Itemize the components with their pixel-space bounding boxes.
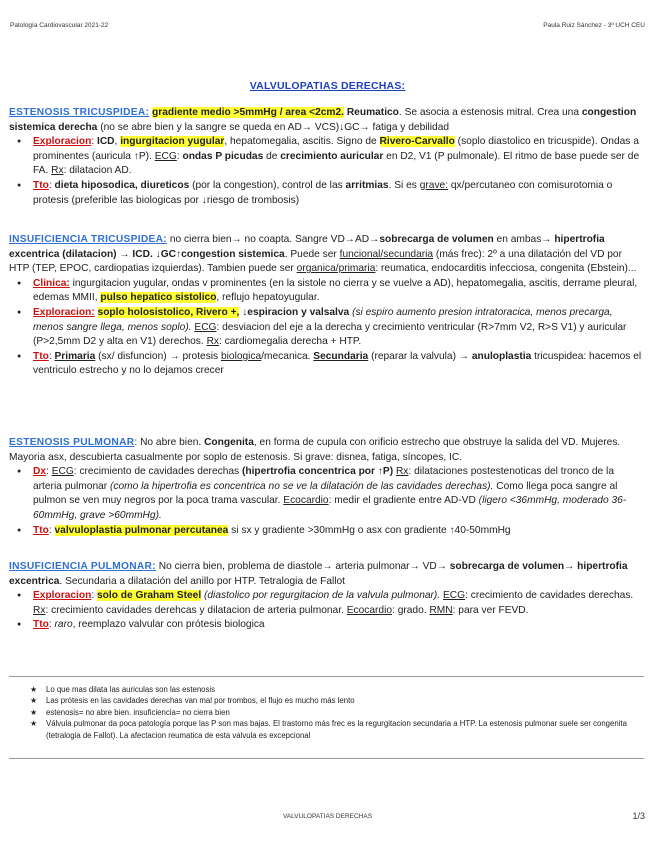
list-item: [24, 350, 643, 379]
subsection-label: Exploracion: [33, 136, 92, 148]
header-right: Paula Ruiz Sánchez - 3º UCH CEU: [543, 22, 645, 29]
body-text: . Si es: [388, 179, 420, 191]
list-item: [24, 277, 643, 306]
body-text: (sx/ disfuncion) → protesis: [95, 350, 221, 362]
underline-text: ECG: [194, 321, 217, 333]
section-estenosis-pulmonar: [9, 436, 643, 538]
list-item: [24, 618, 643, 633]
underline-text: ECG: [154, 150, 177, 162]
underline-text: ECG: [442, 590, 466, 602]
body-text: : crecimiento de cavidades derechas.: [465, 590, 634, 602]
section-estenosis-tricuspidea: [9, 106, 643, 208]
body-text: : crecimiento de cavidades derechas: [73, 466, 242, 478]
body-text: . Secundaria a dilatación del anillo por HTP. Tetralogia de Fallot: [59, 575, 346, 587]
body-text: : para ver FEVD.: [452, 604, 529, 616]
bold-text: ICD: [96, 136, 115, 148]
body-text: no cierra bien→ no coapta. Sangre VD→AD→: [166, 234, 380, 245]
body-text: : cardiomegalia derecha + HTP.: [219, 336, 362, 348]
list-item: [24, 465, 643, 523]
highlight-text: soplo holosistolico, Rivero +,: [97, 306, 240, 318]
italic-text: (si espiro aumento presion intratoracica, menos precarga, menos sangre llega, menos soplo).: [33, 306, 613, 333]
bold-text: ondas P picudas: [182, 150, 264, 162]
section-label: ESTENOSIS PULMONAR: [9, 437, 135, 448]
note-item: ★ estenosis= no abre bien. insuficiencia= no cierra bien: [30, 707, 642, 718]
body-text: . Se asocia a estenosis mitral. Crea una: [398, 107, 582, 118]
italic-text: (diastolico por regurgitacion de la valvula pulmonar).: [201, 590, 441, 602]
divider: [9, 758, 644, 759]
list-item: [24, 589, 643, 618]
body-text: : dilatacion AD.: [63, 165, 132, 177]
body-text: No cierra bien, problema de diastole→ arteria pulmonar→ VD→: [155, 561, 450, 572]
highlight-text: valvuloplastia pulmonar percutanea: [54, 524, 229, 536]
body-text: , hepatomegalia, ascitis. Signo de: [224, 136, 380, 148]
subsection-label: Tto: [33, 350, 49, 362]
subsection-label: Exploracion: [33, 590, 92, 602]
body-text: :: [48, 350, 55, 362]
underline-text: RMN: [429, 604, 453, 616]
subsection-label: Tto: [33, 179, 49, 191]
page-number: 1/3: [632, 811, 645, 821]
underline-text: Rx: [395, 466, 409, 478]
section-intro: [9, 106, 643, 135]
section-label: ESTENOSIS TRICUSPIDEA:: [9, 107, 150, 118]
body-text: tricuspidea: hacemos el ventriculo estrecho y no lo dejamos crecer: [33, 350, 642, 377]
body-text: (reparar la valvula) →: [368, 350, 472, 362]
bold-text: crecimiento auricular: [280, 150, 384, 162]
body-text: : No abre bien.: [134, 437, 205, 448]
bold-text: hipertrofia excentrica (dilatacion) → ICD. ↓GC↑congestion sistemica: [9, 234, 605, 260]
subsection-label: Clinica:: [33, 277, 70, 289]
underline-text: Ecocardio: [346, 604, 393, 616]
bullet-list: [9, 465, 643, 538]
underline-text: Rx: [33, 604, 46, 616]
body-text: : grado.: [392, 604, 430, 616]
body-text: ingurgitacion yugular, ondas v prominentes (en la sistole no cierra y se vuelve a AD), hepatomegalia, ascitis, derrame pleural, edemas MMII,: [33, 277, 638, 304]
subsection-label: Tto: [33, 524, 49, 536]
page-title: VALVULOPATIAS DERECHAS:: [249, 80, 406, 92]
section-label: INSUFICIENCIA PULMONAR:: [9, 561, 156, 572]
body-text: , reflujo hepatoyugular.: [216, 292, 320, 304]
body-text: :: [46, 466, 52, 478]
list-item: ● Tto: dieta hiposodica, diureticos (por la congestion), control de las arritmias. Si es grave: qx/percutaneo con comisurotomia o protesis (preferible las biologicas por ↓riesgo de trombosis): [24, 179, 643, 208]
highlight-text: solo de Graham Steel: [96, 590, 202, 602]
bold-text: Congenita: [204, 437, 254, 448]
body-text: , reemplazo valvular con prótesis biologica: [72, 619, 265, 631]
underline-text: Rx: [51, 165, 64, 177]
bold-text: ↓espiracion y valsalva: [239, 306, 350, 318]
body-text: /mecanica.: [261, 350, 314, 362]
bold-text: (hipertrofia concentrica por ↑P): [241, 466, 394, 478]
highlight-text: Rivero-Carvallo: [379, 136, 455, 148]
list-item: [24, 524, 643, 539]
bold-text: Primaria: [54, 350, 96, 362]
highlight-text: ingurgitacion yugular: [120, 136, 225, 148]
section-intro: [9, 436, 643, 465]
body-text: qx/percutaneo con comisurotomia o protesis (preferible las biologicas por ↓riesgo de trombosis): [33, 179, 613, 206]
bold-text: Reumatico: [346, 107, 399, 118]
bold-text: sobrecarga de volumen→ hipertrofia excentrica: [9, 561, 628, 587]
footer-title: VALVULOPATIAS DERECHAS: [282, 813, 373, 820]
body-text: , en forma de cupula con orificio estrecho que obstruye la salida del VD. Mujeres. Mayoria asx, descubierta casualmente por soplo de estenosis. Si grave: disnea, fatiga, síncopes, IC.: [9, 437, 621, 463]
underline-text: Rx: [206, 336, 220, 348]
note-item: ★ Válvula pulmonar da poca patología porque las P son mas bajas. El trastorno más frec es la regurgitacion secundaria a HTP. La estenosis pulmonar suele ser congenita (tetralogia de Fallot). La afectacion reumatica de esta valvula es excepcional: [30, 718, 642, 741]
section-intro: [9, 233, 643, 277]
subsection-label: Tto: [33, 619, 49, 631]
body-text: : crecimiento cavidades derehcas y dilatacion de arteria pulmonar.: [45, 604, 347, 616]
italic-text: (ligero <36mmHg, moderado 36-60mmHg, grave >60mmHg).: [33, 495, 627, 521]
italic-text: (como la hipertrofia es concentrica no se ve la dilatación de las cavidades derechas).: [110, 480, 494, 492]
body-text: : medir el gradiente entre AD-VD: [328, 495, 479, 507]
body-text: : desviacion del eje a la derecha y crecimiento ventricular (R>7mm V2, R>S V1) y auricular (P>2,5mm D2 y alta en V1) derechos.: [33, 321, 627, 348]
bold-text: dieta hiposodica, diureticos: [54, 179, 190, 191]
underline-text: Ecocardio: [283, 495, 329, 507]
bold-text: anuloplastia: [471, 350, 532, 362]
section-label: INSUFICIENCIA TRICUSPIDEA:: [9, 234, 167, 245]
highlight-text: gradiente medio >5mmHg / area <2cm2.: [152, 107, 344, 118]
notes-list: [30, 684, 642, 741]
underline-text: funcional/secundaria: [339, 248, 434, 260]
body-text: en D2, V1 (P pulmonale). El ritmo de base puede ser de FA.: [33, 150, 640, 177]
body-text: :: [91, 590, 97, 602]
body-text: (más frec): 2º a una dilatación del VD por HTP (TEP, EPOC, cardiopatias izquierdas). Tambien puede ser: [9, 248, 622, 275]
bold-text: arritmias: [345, 179, 389, 191]
list-item: ● Exploracion: ICD, ingurgitacion yugular, hepatomegalia, ascitis. Signo de Rivero-Carvallo (soplo diastolico en tricuspide). Ondas a prominentes (auricula ↑P). ECG: ondas P picudas de crecimiento auricular en D2, V1 (P pulmonale). El ritmo de base puede ser de FA. Rx: dilatacion AD.: [24, 135, 643, 179]
body-text: :: [48, 524, 55, 536]
body-text: si sx y gradiente >30mmHg o asx con gradiente ↑40-50mmHg: [228, 524, 511, 536]
section-insuficiencia-tricuspidea: [9, 233, 643, 379]
underline-text: grave:: [419, 179, 449, 191]
subsection-label: Dx: [33, 466, 47, 478]
header-left: Patología Cardiovascular 2021-22: [10, 22, 109, 29]
body-text: :: [48, 619, 55, 631]
body-text: de: [263, 150, 281, 162]
italic-text: raro: [54, 619, 73, 631]
note-item: ★ Lo que mas dilata las auriculas son las estenosis: [30, 684, 642, 695]
underline-text: ECG: [51, 466, 74, 478]
section-insuficiencia-pulmonar: [9, 560, 643, 633]
body-text: en ambas→: [493, 234, 555, 245]
bullet-list: [9, 277, 643, 379]
bold-text: sobrecarga de volumen: [379, 234, 494, 245]
section-intro: [9, 560, 643, 589]
body-text: (por la congestion), control de las: [189, 179, 346, 191]
body-text: : dilataciones postestenoticas del tronco de la arteria pulmonar: [33, 466, 614, 492]
underline-text: organica/primaria: [296, 263, 376, 275]
bullet-list: [9, 589, 643, 633]
body-text: . Puede ser: [284, 248, 340, 260]
note-item: ★ Las prótesis en las cavidades derechas van mal por trombos, el flujo es mucho más lento: [30, 695, 642, 706]
body-text: (soplo diastolico en tricuspide). Ondas a prominentes (auricula ↑P).: [33, 136, 639, 162]
body-text: : reumatica, endocarditis infecciosa, congenita (Ebstein)...: [375, 263, 637, 275]
body-text: Como llega poca sangre al pulmon se ven muy negros por la poca trama vascular.: [33, 480, 618, 507]
underline-text: biologica: [220, 350, 262, 362]
subsection-label: Exploracion:: [33, 306, 95, 318]
bullet-list: [9, 135, 643, 208]
bold-text: congestion sistemica derecha: [9, 107, 637, 133]
list-item: [24, 306, 643, 350]
body-text: (no se abre bien y la sangre se queda en AD→ VCS)↓GC→ fatiga y debilidad: [97, 121, 450, 133]
divider: [9, 676, 644, 677]
highlight-text: pulso hepatico sistolico: [100, 292, 217, 304]
bold-text: Secundaria: [313, 350, 369, 362]
